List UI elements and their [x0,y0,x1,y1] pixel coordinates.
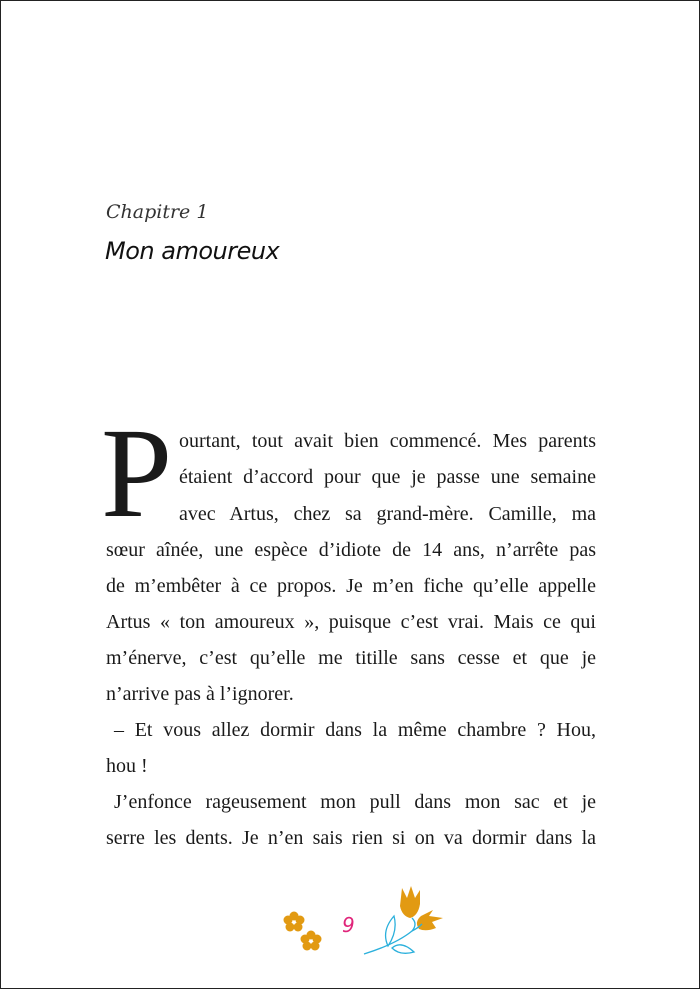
page-number: 9 [342,913,355,937]
text-line: hou ! [106,755,148,777]
chapter-label: Chapitre 1 [106,201,209,223]
text-line: m’énerve, c’est qu’elle me titille sans cesse et que je [106,647,596,669]
text-line: n’arrive pas à l’ignorer. [106,683,294,705]
text-line: sœur aînée, une espèce d’idiote de 14 ans, n’arrête pas [106,539,596,561]
text-line: de m’embêter à ce propos. Je m’en fiche qu’elle appelle [106,575,596,597]
text-line: J’enfonce rageusement mon pull dans mon sac et je [114,791,596,813]
text-line: ourtant, tout avait bien commencé. Mes parents [179,430,596,452]
text-line: Artus « ton amoureux », puisque c’est vrai. Mais ce qui [106,611,596,633]
drop-cap: P [101,402,173,544]
text-line: avec Artus, chez sa grand-mère. Camille, ma [179,503,596,525]
flower-ornament-icon [276,876,456,961]
chapter-title: Mon amoureux [105,237,280,265]
text-line: – Et vous allez dormir dans la même chambre ? Hou, [114,719,596,741]
text-line: serre les dents. Je n’en sais rien si on va dormir dans la [106,827,596,849]
text-line: étaient d’accord pour que je passe une semaine [179,466,596,488]
